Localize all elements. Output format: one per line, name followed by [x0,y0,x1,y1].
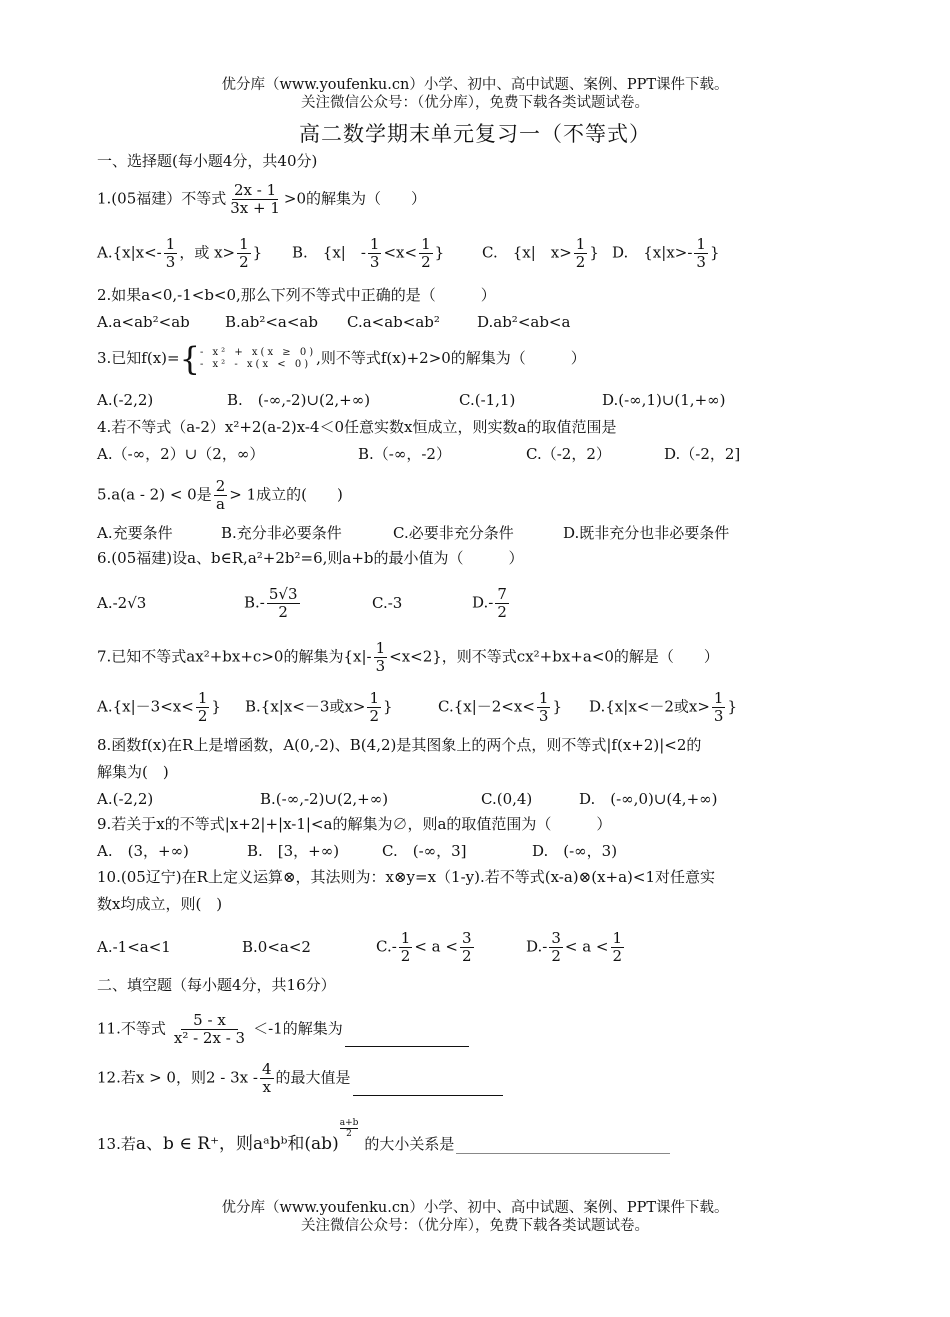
q1-option-a[interactable] [97,236,292,271]
q13-answer-blank[interactable] [456,1135,670,1154]
question-9-stem: 9.若关于x的不等式|x+2|+|x-1|<a的解集为∅，则a的取值范围为（ ） [97,815,612,833]
q3-option-c[interactable]: C.(-1,1) [459,391,516,409]
q13-suffix: 的大小关系是 [364,1135,455,1153]
q1-a-pre: A.{x|x<- [97,243,162,262]
q5-suffix: > 1成立的( ) [229,485,343,504]
q6-d-den: 2 [497,603,507,621]
q1-c-den: 2 [575,253,586,271]
q6-option-d[interactable] [472,586,511,621]
q2-option-c[interactable]: C.a<ab<ab² [347,313,440,331]
q7-b-pre: B.{x|x<－3或x> [245,697,366,716]
question-3-stem [97,340,586,378]
q7-d-end: } [727,697,738,716]
q9-option-d[interactable]: D. (-∞，3) [532,842,618,860]
q1-c-num: 1 [575,235,586,253]
q11-den: x² - 2x - 3 [173,1029,246,1047]
question-6-stem: 6.(05福建)设a、b∈R,a²+2b²=6,则a+b的最小值为（ ） [97,549,524,567]
question-3-options [97,390,726,410]
q5-option-d[interactable]: D.既非充分也非必要条件 [563,524,730,542]
q3-row-2: - x² - x(x < 0) [199,359,312,370]
q12-den: x [262,1078,271,1096]
q1-b-num: 1 [369,235,380,253]
q3-option-b[interactable]: B. (-∞,-2)∪(2,+∞) [227,391,371,409]
q10-d-den1: 2 [551,947,561,965]
q7-den: 3 [375,657,386,675]
q2-option-b[interactable]: B.ab²<a<ab [225,313,318,331]
q7-option-d[interactable] [589,690,737,725]
q10-c-num1: 1 [400,929,411,947]
footer-line-2: 关注微信公众号：（优分库），免费下载各类试题试卷。 [301,1218,649,1234]
q1-a-num: 1 [165,235,176,253]
q5-num: 2 [215,477,226,495]
q5-option-b[interactable]: B.充分非必要条件 [221,524,342,542]
section-fill-heading: 二、填空题（每小题4分，共16分） [97,976,336,994]
q7-b-den: 2 [369,707,379,725]
question-13-stem [97,1118,670,1154]
q9-option-a[interactable]: A. (3，+∞) [97,842,189,860]
q1-den: 3x + 1 [230,199,280,217]
q3-option-d[interactable]: D.(-∞,1)∪(1,+∞) [602,391,726,409]
q10-d-pre: D.- [526,937,548,956]
q7-c-end: } [552,697,563,716]
q1-num: 2x - 1 [234,181,277,199]
q1-option-c[interactable] [482,236,612,271]
q11-fraction [172,1012,247,1047]
q5-option-a[interactable]: A.充要条件 [97,524,173,542]
q1-option-b[interactable] [292,236,482,271]
q7-option-b[interactable] [245,690,438,725]
q1-b-end: } [434,243,445,262]
q1-suffix: >0的解集为（ ） [283,189,427,208]
q10-option-b[interactable]: B.0<a<2 [242,937,311,956]
q7-num: 1 [375,639,386,657]
question-10-stem-1: 10.(05辽宁)在R上定义运算⊗，其法则为：x⊗y=x（1-y).若不等式(x-a)⊗(x+a)<1对任意实 [97,868,716,886]
q10-d-num1: 3 [551,929,561,947]
q8-option-c[interactable]: C.(0,4) [481,790,533,808]
section-choice-heading: 一、选择题(每小题4分，共40分) [97,152,318,170]
q1-prefix: 1.(05福建）不等式 [97,189,227,208]
q7-b-num: 1 [369,689,379,707]
q5-option-c[interactable]: C.必要非充分条件 [393,524,514,542]
q5-den: a [216,495,225,513]
q1-b-den: 3 [369,253,380,271]
q9-option-c[interactable]: C. (-∞，3] [382,842,467,860]
q13-exponent [340,1118,359,1139]
q1-b-den2: 2 [421,253,431,271]
q3-row-1: - x² + x(x ≥ 0) [199,347,317,358]
q7-d-pre: D.{x|x<－2或x> [589,697,710,716]
q12-fraction [260,1061,274,1096]
q2-option-d[interactable]: D.ab²<ab<a [477,313,571,331]
q1-b-num2: 1 [421,235,431,253]
q7-option-a[interactable] [97,690,245,725]
q4-option-d[interactable]: D.（-2，2] [664,445,741,463]
q7-c-den: 3 [538,707,549,725]
question-1-options [97,236,720,271]
q7-d-num: 1 [713,689,724,707]
q1-c-pre: C. {x| x> [482,243,572,262]
q1-c-end: } [589,243,599,262]
q11-answer-blank[interactable] [345,1028,469,1047]
q2-option-a[interactable]: A.a<ab²<ab [97,313,190,331]
q10-option-c[interactable] [376,930,526,965]
q12-answer-blank[interactable] [353,1077,503,1096]
q13-prefix: 13.若 [97,1135,136,1153]
q7-a-den: 2 [197,707,208,725]
question-1-stem [97,182,426,217]
q3-piecewise [179,340,317,378]
q13-exp-num: a+b [339,1118,359,1128]
q11-num: 5 - x [181,1012,238,1030]
q7-fraction [374,640,388,675]
q5-fraction [214,478,228,513]
q7-c-pre: C.{x|－2<x< [438,697,535,716]
question-8-stem-2: 解集为( ) [97,763,169,781]
q12-suffix: 的最大值是 [275,1068,351,1087]
question-11-stem [97,1012,469,1047]
question-10-options [97,930,626,965]
q8-option-b[interactable]: B.(-∞,-2)∪(2,+∞) [260,790,389,808]
q10-c-pre: C.- [376,937,397,956]
q3-suffix: ,则不等式f(x)+2>0的解集为（ ） [316,349,586,367]
question-2-options [97,312,570,332]
question-12-stem [97,1061,503,1096]
q10-d-mid: < a < [564,937,609,956]
q10-option-d[interactable] [526,930,626,965]
q3-option-a[interactable]: A.(-2,2) [97,391,154,409]
q3-brace: { [179,340,200,378]
question-9-options [97,841,617,861]
q6-option-c[interactable]: C.-3 [372,593,403,612]
q1-b-pre: B. {x| - [292,243,366,262]
q9-option-b[interactable]: B. [3，+∞) [247,842,340,860]
q1-a-den2: 2 [239,253,249,271]
q1-option-d[interactable] [612,236,720,271]
q10-c-den1: 2 [400,947,411,965]
q12-prefix: 12.若x > 0，则2 - 3x - [97,1068,258,1087]
q7-b-end: } [383,697,393,716]
footer-line-1: 优分库（www.youfenku.cn）小学、初中、高中试题、案例、PPT课件下载。 [221,1200,729,1216]
q11-suffix: ＜-1的解集为 [253,1019,343,1038]
q10-d-num2: 1 [612,929,623,947]
question-5-stem [97,478,343,513]
q7-a-pre: A.{x|－3<x< [97,697,194,716]
page-title: 高二数学期末单元复习一（不等式） [299,122,651,146]
q1-fraction [228,182,282,217]
q13-exp-den: 2 [346,1129,352,1139]
q1-a-num2: 1 [239,235,249,253]
q1-d-num: 1 [696,235,706,253]
q1-a-end: } [252,243,263,262]
q6-b-den: 2 [278,603,288,621]
question-10-stem-2: 数x均成立，则( ) [97,895,223,913]
question-7-stem [97,640,719,675]
q6-option-a[interactable]: A.-2√3 [97,593,147,612]
question-8-stem-1: 8.函数f(x)在R上是增函数，A(0,-2)、B(4,2)是其图象上的两个点，则不等式|f(x+2)|<2的 [97,736,702,754]
q11-prefix: 11.不等式 [97,1019,166,1038]
q1-d-den: 3 [696,253,706,271]
q7-suffix: <x<2}，则不等式cx²+bx+a<0的解是（ ） [389,647,719,666]
q6-d-num: 7 [497,585,507,603]
q4-option-c[interactable]: C.（-2，2） [526,445,611,463]
question-8-options [97,789,718,809]
q10-option-a[interactable]: A.-1<a<1 [97,937,171,956]
q10-d-den2: 2 [612,947,623,965]
q1-a-mid: ，或 x> [179,243,236,262]
q6-b-num: 5√3 [268,585,298,603]
q8-option-d[interactable]: D. (-∞,0)∪(4,+∞) [579,790,718,808]
q7-c-num: 1 [538,689,549,707]
q7-pre: 7.已知不等式ax²+bx+c>0的解集为{x|- [97,647,372,666]
q4-option-a[interactable]: A.（-∞，2）∪（2，∞） [97,445,265,463]
q7-d-den: 3 [713,707,724,725]
q4-option-b[interactable]: B.（-∞，-2） [358,445,451,463]
question-6-options [97,586,511,621]
q6-b-pre: B.- [244,593,265,612]
header-line-1: 优分库（www.youfenku.cn）小学、初中、高中试题、案例、PPT课件下载。 [221,77,729,93]
q10-c-num2: 3 [461,929,472,947]
question-2-stem: 2.如果a<0,-1<b<0,那么下列不等式中正确的是（ ） [97,286,496,304]
header-line-2: 关注微信公众号：（优分库），免费下载各类试题试卷。 [301,95,649,111]
q6-option-b[interactable] [244,586,372,621]
q12-num: 4 [261,1060,272,1078]
q6-d-pre: D.- [472,593,494,612]
q5-prefix: 5.a(a - 2) < 0是 [97,485,212,504]
q7-a-end: } [211,697,221,716]
question-5-options [97,523,729,543]
q1-b-mid: <x< [383,243,418,262]
q10-c-mid: < a < [414,937,458,956]
q10-c-den2: 2 [461,947,472,965]
q8-option-a[interactable]: A.(-2,2) [97,790,154,808]
q7-a-num: 1 [197,689,208,707]
q1-d-pre: D. {x|x>- [612,243,693,262]
question-4-stem: 4.若不等式（a-2）x²+2(a-2)x-4＜0任意实数x恒成立，则实数a的取值范围是 [97,418,617,436]
q1-a-den: 3 [165,253,176,271]
q7-option-c[interactable] [438,690,589,725]
q3-prefix: 3.已知f(x)= [97,349,180,367]
question-4-options [97,444,740,464]
q13-body: a、b ∈ R⁺，则aᵃbᵇ和(ab) [135,1134,339,1154]
q1-d-end: } [709,243,720,262]
question-7-options [97,690,737,725]
